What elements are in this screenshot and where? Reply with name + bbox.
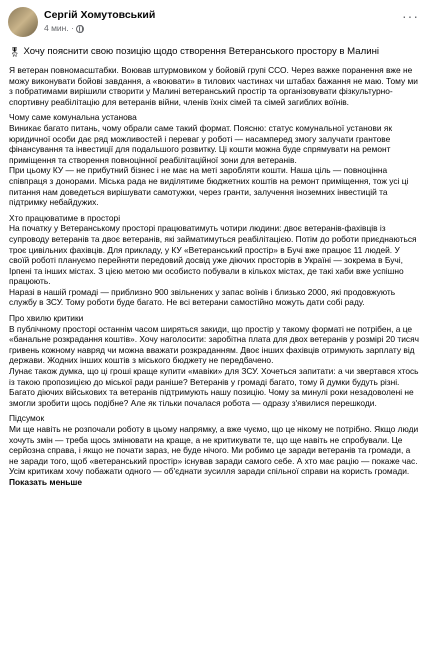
post-body (0, 46, 429, 488)
section-4-paragraph-2-text: Усім критикам хочу побажати одного — об'єднати зусилля заради спільної справи на користь громади. (9, 466, 410, 477)
avatar[interactable] (8, 7, 38, 37)
intro-text: Хочу пояснити свою позицію щодо створення Ветеранського простору в Малині (23, 46, 380, 57)
see-less-link[interactable]: Показать меньше (9, 476, 83, 487)
medal-icon: 🎖 (9, 47, 21, 57)
post-header (0, 0, 429, 46)
section-2-paragraph-2: Наразі в нашій громаді — приблизно 900 звільнених у запас воїнів і близько 2000, які продовжують службу в ЗСУ. Тому роботи буде багато. Не всі ветерани самостійно можуть дати собі раду. (9, 286, 396, 308)
section-1-paragraph-2: При цьому КУ — не прибутний бізнес і не має на меті заробляти кошти. Наша ціль — повноцінна співпраця з донорами. Міська рада не виділятиме бюджетних коштів на ремонт приміщення, тож усі ці питання нам доведеться вирішувати самотужки, через гранти, залучення іноземних інвестицій та підтримку небайдужих. (9, 165, 409, 208)
author-block (44, 6, 402, 35)
section-title-2: Хто працюватиме в просторі (9, 212, 121, 223)
section-2-paragraph-1: На початку у Ветеранському просторі працюватимуть чотири людини: двоє ветеранів-фахівців із супроводу ветеранів та двоє ветеранів, які займатимуться реабілітацією. Потім до роботи приєднаються троє цивільних фахівців. Для прикладу, у КУ «Ветеранський простір» в Бучі вже працює 11 людей. У своїй роботі плануємо перейняти передовий досвід уже діючих просторів в Україні — зокрема в Бучі, Ірпені та інших містах. З цією метою ми особисто побували в кількох містах, де такі хаби вже успішно працюють. (9, 223, 417, 287)
section-title-4: Підсумок (9, 413, 45, 424)
post-intro (9, 46, 420, 58)
author-name[interactable]: Сергій Хомутовський (44, 9, 156, 21)
section-3-paragraph-1: В публічному просторі останнім часом ширяться закиди, що простір у такому форматі не потрібен, а це «банальне розкрадання коштів». Хочу наголосити: заробітна плата для двох ветеранів у розмірі 20 тисяч гривень кожному навряд чи можна вважати розкраданням. Двоє інших фахівців отримують зарплату від держави. Жодних інших коштів з міського бюджету не передбачено. (9, 323, 419, 366)
section-title-3: Про хвилю критики (9, 313, 84, 324)
section-1-paragraph-1: Виникає багато питань, чому обрали саме такий формат. Поясню: статус комунальної установи як юридичної особи дає ряд можливостей і переваг у роботі — насамперед змогу залучати грантове фінансування та інвестиції для подальшого розвитку. Ці кошти можна буде спрямувати на ремонт приміщення та створення повноцінної реабілітаційної зони для ветеранів. (9, 122, 393, 165)
paragraph-1: Я ветеран повномасштабки. Воював штурмовиком у бойовій групі ССО. Через важке поранення вже не можу виконувати бойові завдання, а «воювати» в тилових частинах чи штабах бажання не маю. Тому ми з побратимами вирішили створити у Малині ветеранський простір та організовувати фізкультурно-спортивну реабілітацію для ветеранів війни, членів їхніх сімей та сімей загиблих воїнів. (9, 65, 418, 107)
globe-icon (76, 25, 84, 33)
more-options-icon[interactable]: ··· (402, 8, 419, 24)
post-time[interactable]: 4 мин. · (44, 23, 74, 33)
section-title-1: Чому саме комунальна установа (9, 112, 137, 123)
section-4-paragraph-1: Ми ще навіть не розпочали роботу в цьому напрямку, а вже чуємо, що це нікому не потрібно. Якщо люди хочуть змін — треба щось змінювати на краще, а не критикувати те, що ще навіть не спробували. Це серйозна справа, і якщо не почати зараз, не буде нічого. Ми робимо це заради ветеранів та громади, а не заради того, щоб «ветеранський простір» існував заради самого себе. А хто має рацію — покаже час. (9, 424, 419, 466)
section-3-paragraph-2: Лунає також думка, що ці гроші краще купити «мавіки» для ЗСУ. Хочеться запитати: а чи звертався хтось із такою пропозицією до міської ради раніше? Ветеранів у громаді багато, тому й думки будуть різні. Багато діючих військових та ветеранів підтримують нашу позицію. Чому за минулі роки незадоволені не змогли зробити щось подібне? Але як тільки почалася робота — одразу з'явилися перешкоди. (9, 366, 419, 408)
section-4-paragraph-2 (9, 466, 420, 487)
post-meta (44, 22, 402, 35)
